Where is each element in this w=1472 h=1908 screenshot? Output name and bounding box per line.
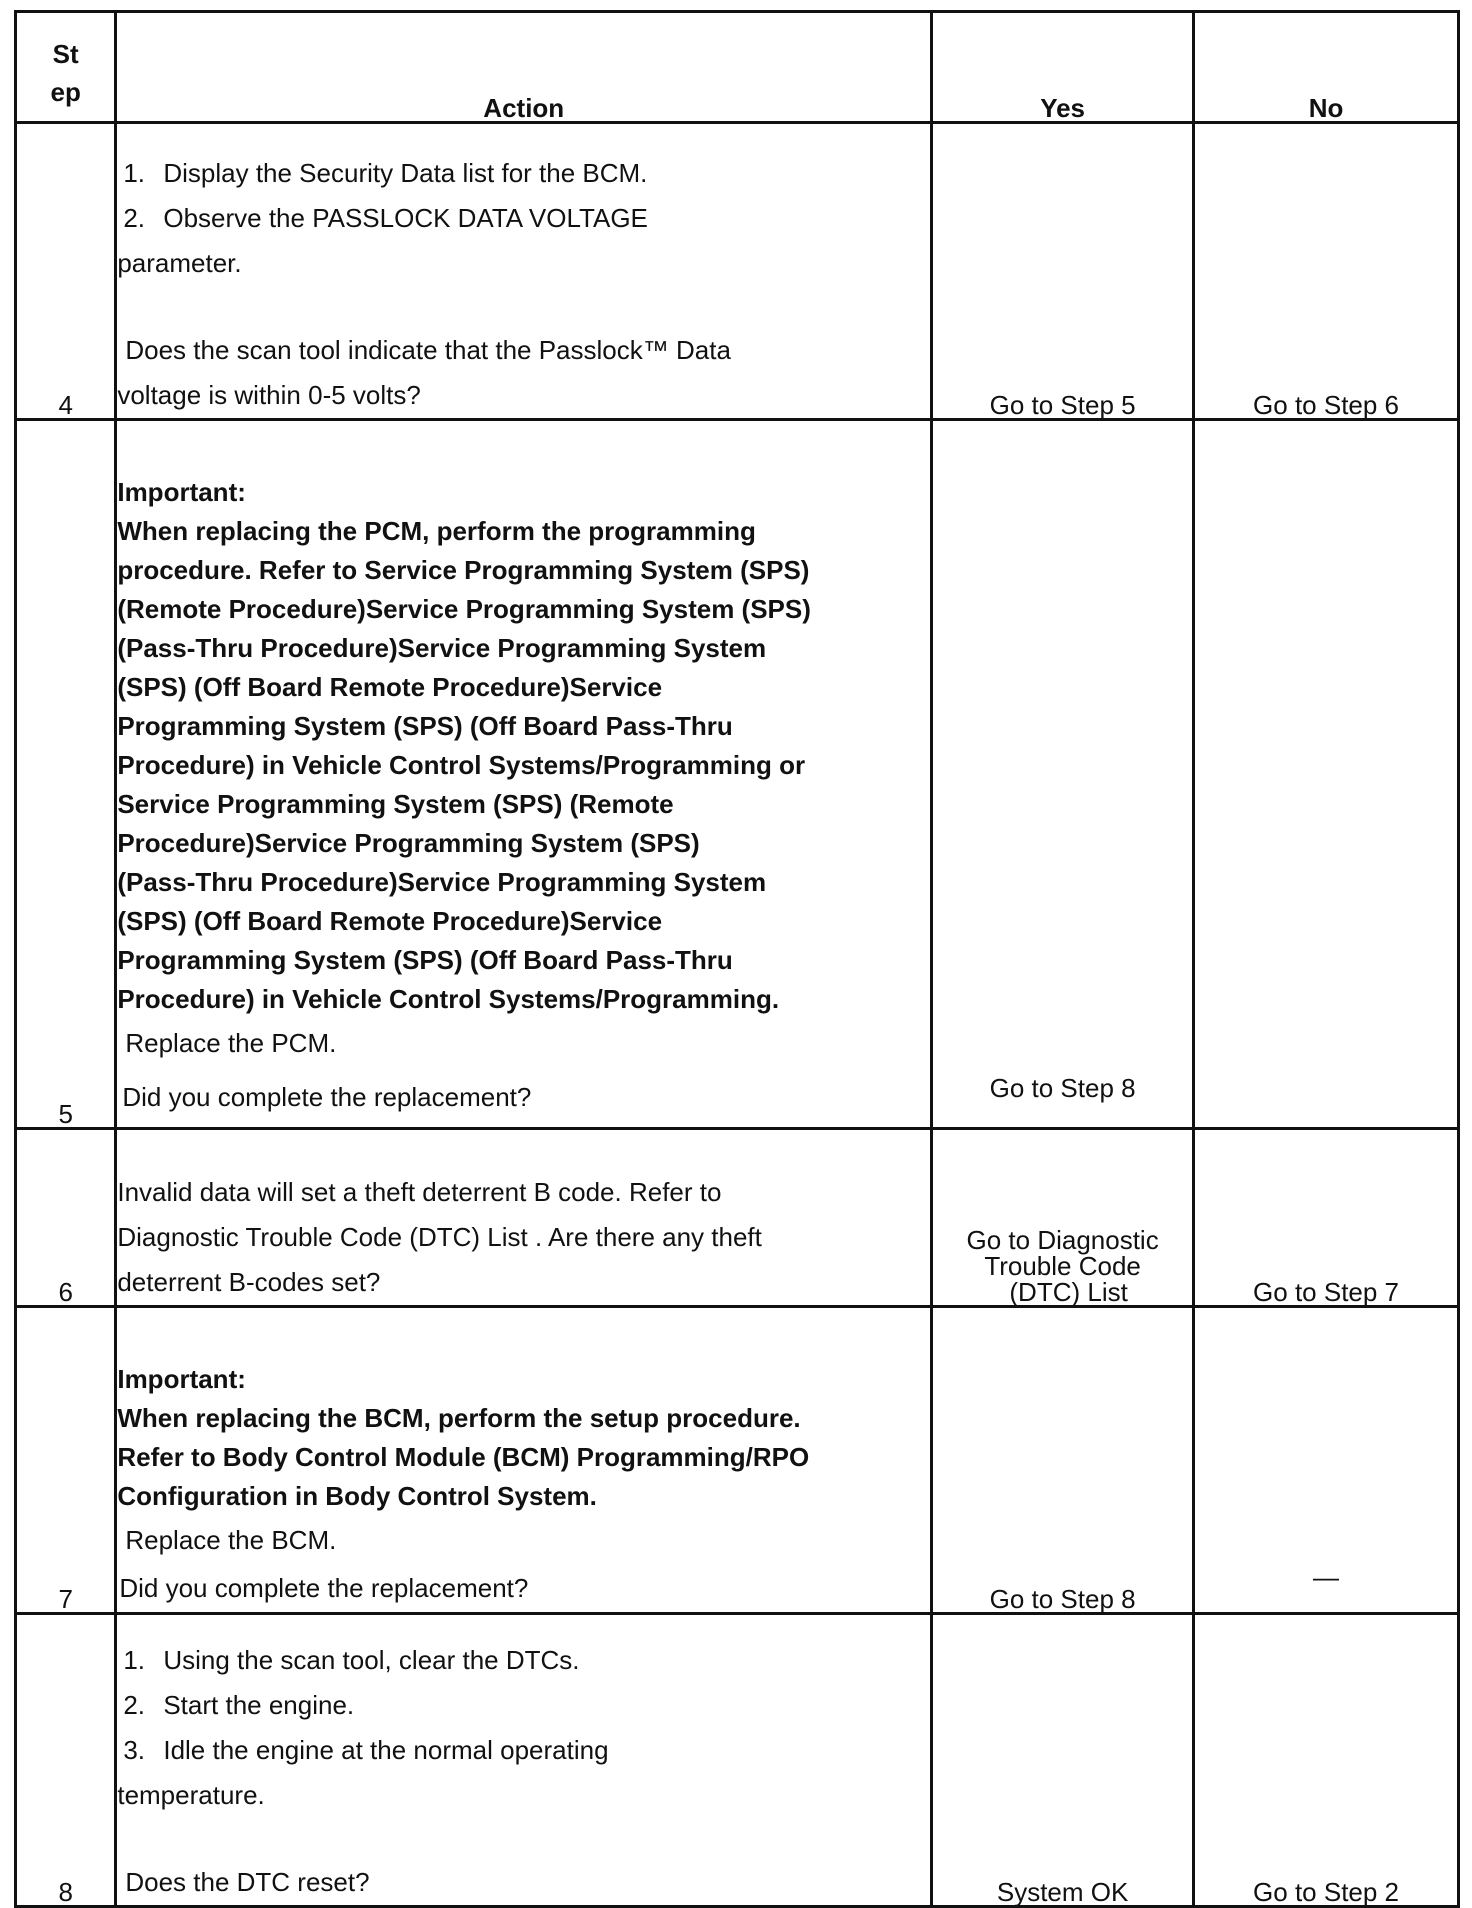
no-cell: — xyxy=(1194,1307,1459,1614)
action-cell xyxy=(116,1614,932,1907)
question-text: Does the DTC reset? xyxy=(125,1867,370,1897)
spacer xyxy=(117,1818,930,1860)
list-item-number: 1. xyxy=(123,158,146,188)
list-item-text: Display the Security Data list for the BCM. xyxy=(163,158,648,188)
list-item-text: Start the engine. xyxy=(163,1690,355,1720)
header-no: No xyxy=(1194,12,1459,123)
table-row-step-6 xyxy=(16,1129,1459,1307)
action-instruction: Replace the PCM. xyxy=(125,1028,337,1058)
list-item xyxy=(117,1638,930,1683)
header-step-line1: St xyxy=(52,39,79,69)
table-row-step-8 xyxy=(16,1614,1459,1907)
step-number: 7 xyxy=(16,1307,116,1614)
list-item xyxy=(117,1683,930,1728)
list-item xyxy=(117,151,930,196)
yes-cell: Go to Step 8 xyxy=(932,420,1194,1129)
yes-cell xyxy=(932,1129,1194,1307)
action-cell xyxy=(116,1307,932,1614)
list-continuation: parameter. xyxy=(117,248,242,278)
list-item-text: Idle the engine at the normal operating xyxy=(163,1735,609,1765)
action-line: deterrent B-codes set? xyxy=(117,1267,381,1297)
list-continuation: temperature. xyxy=(117,1780,265,1810)
list-item-number: 2. xyxy=(123,203,146,233)
yes-line-3: (DTC) List xyxy=(1009,1277,1128,1307)
list-item-number: 2. xyxy=(123,1690,146,1720)
header-step xyxy=(16,12,116,123)
important-line: Procedure)Service Programming System (SPS) xyxy=(117,828,700,858)
action-cell xyxy=(116,123,932,420)
question-line-1: Does the scan tool indicate that the Passlock™ Data xyxy=(125,335,731,365)
action-cell xyxy=(116,1129,932,1307)
header-action: Action xyxy=(116,12,932,123)
question-line-2: voltage is within 0-5 volts? xyxy=(117,380,421,410)
question-text: Did you complete the replacement? xyxy=(122,1082,532,1112)
important-line: procedure. Refer to Service Programming System (SPS) xyxy=(117,555,810,585)
important-line: When replacing the BCM, perform the setup procedure. xyxy=(117,1403,801,1433)
yes-line-2: Trouble Code xyxy=(984,1251,1141,1281)
important-line: (SPS) (Off Board Remote Procedure)Service xyxy=(117,672,663,702)
table-row-step-4 xyxy=(16,123,1459,420)
header-yes: Yes xyxy=(932,12,1194,123)
no-cell: Go to Step 6 xyxy=(1194,123,1459,420)
important-line: Service Programming System (SPS) (Remote xyxy=(117,789,674,819)
important-line: Programming System (SPS) (Off Board Pass-Thru xyxy=(117,711,733,741)
important-label: Important: xyxy=(117,1364,246,1394)
list-item xyxy=(117,1728,930,1773)
important-line: When replacing the PCM, perform the programming xyxy=(117,516,756,546)
action-line: Diagnostic Trouble Code (DTC) List . Are there any theft xyxy=(117,1222,762,1252)
list-item xyxy=(117,196,930,241)
important-line: (Pass-Thru Procedure)Service Programming System xyxy=(117,867,767,897)
list-item-text: Using the scan tool, clear the DTCs. xyxy=(163,1645,580,1675)
list-item-text: Observe the PASSLOCK DATA VOLTAGE xyxy=(163,203,648,233)
step-number: 8 xyxy=(16,1614,116,1907)
important-line: Refer to Body Control Module (BCM) Programming/RPO xyxy=(117,1442,810,1472)
no-cell xyxy=(1194,420,1459,1129)
diagnostic-steps-table xyxy=(14,10,1460,1908)
important-label: Important: xyxy=(117,477,246,507)
action-instruction: Replace the BCM. xyxy=(125,1525,337,1555)
spacer xyxy=(117,286,930,328)
diagnostic-table-frame xyxy=(14,10,1460,1908)
yes-cell: System OK xyxy=(932,1614,1194,1907)
yes-cell: Go to Step 8 xyxy=(932,1307,1194,1614)
important-line: (Remote Procedure)Service Programming System (SPS) xyxy=(117,594,811,624)
no-cell: Go to Step 2 xyxy=(1194,1614,1459,1907)
important-line: (Pass-Thru Procedure)Service Programming System xyxy=(117,633,767,663)
table-row-step-7 xyxy=(16,1307,1459,1614)
important-note xyxy=(117,1399,930,1516)
important-line: (SPS) (Off Board Remote Procedure)Service xyxy=(117,906,663,936)
header-step-line2: ep xyxy=(50,77,81,107)
important-line: Procedure) in Vehicle Control Systems/Programming. xyxy=(117,984,780,1014)
step-number: 4 xyxy=(16,123,116,420)
step-number: 6 xyxy=(16,1129,116,1307)
step-number: 5 xyxy=(16,420,116,1129)
list-item-number: 3. xyxy=(123,1735,146,1765)
important-line: Configuration in Body Control System. xyxy=(117,1481,597,1511)
important-line: Programming System (SPS) (Off Board Pass-Thru xyxy=(117,945,733,975)
no-cell: Go to Step 7 xyxy=(1194,1129,1459,1307)
yes-line-1: Go to Diagnostic xyxy=(966,1225,1159,1255)
action-cell xyxy=(116,420,932,1129)
question-text: Did you complete the replacement? xyxy=(119,1573,529,1603)
important-line: Procedure) in Vehicle Control Systems/Programming or xyxy=(117,750,806,780)
yes-cell: Go to Step 5 xyxy=(932,123,1194,420)
action-line: Invalid data will set a theft deterrent B code. Refer to xyxy=(117,1177,722,1207)
list-item-number: 1. xyxy=(123,1645,146,1675)
table-row-step-5 xyxy=(16,420,1459,1129)
important-note xyxy=(117,512,930,1019)
table-header-row xyxy=(16,12,1459,123)
